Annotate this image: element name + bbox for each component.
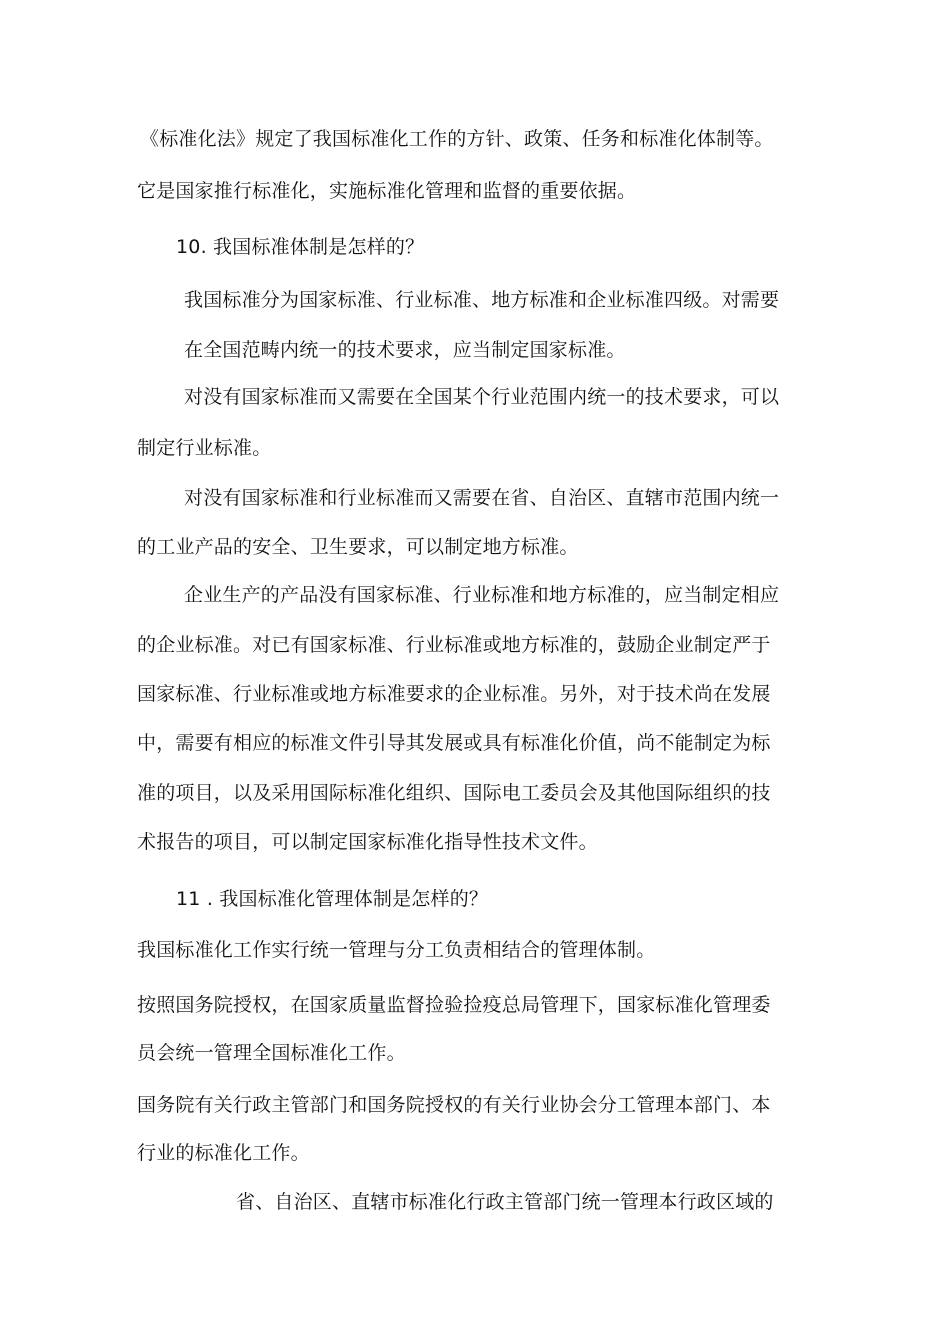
body-line: 员会统一管理全国标准化工作。 — [137, 1042, 406, 1064]
body-line: 《标准化法》规定了我国标准化工作的方针、政策、任务和标准化体制等。 — [140, 128, 774, 150]
body-line: 按照国务院授权，在国家质量监督捡验捡疫总局管理下，国家标准化管理委 — [137, 994, 771, 1016]
body-line: 的企业标准。对已有国家标准、行业标准或地方标准的，鼓励企业制定严于 — [137, 634, 771, 656]
body-line: 术报告的项目，可以制定国家标准化指导性技术文件。 — [137, 831, 598, 853]
question-heading: 11 . 我国标准化管理体制是怎样的？ — [176, 888, 489, 910]
body-line: 中，需要有相应的标准文件引导其发展或具有标准化价值，尚不能制定为标 — [137, 732, 771, 754]
body-line: 制定行业标准。 — [137, 437, 272, 459]
body-line: 对没有国家标准而又需要在全国某个行业范围内统一的技术要求，可以 — [184, 386, 780, 408]
body-line: 的工业产品的安全、卫生要求，可以制定地方标准。 — [137, 536, 579, 558]
body-line: 准的项目，以及采用国际标准化组织、国际电工委员会及其他国际组织的技 — [137, 782, 771, 804]
body-line: 企业生产的产品没有国家标准、行业标准和地方标准的，应当制定相应 — [184, 584, 780, 606]
body-line: 我国标准化工作实行统一管理与分工负责相结合的管理体制。 — [137, 939, 656, 961]
question-heading: 10. 我国标准体制是怎样的？ — [176, 236, 425, 258]
body-line: 我国标准分为国家标准、行业标准、地方标准和企业标准四级。对需要 — [184, 289, 780, 311]
body-line: 它是国家推行标准化，实施标准化管理和监督的重要依据。 — [137, 180, 637, 202]
body-line: 国务院有关行政主管部门和国务院授权的有关行业协会分工管理本部门、本 — [137, 1094, 771, 1116]
body-line: 行业的标准化工作。 — [137, 1142, 310, 1164]
body-line: 在全国范畴内统一的技术要求，应当制定国家标准。 — [184, 339, 626, 361]
body-line: 省、自治区、直辖市标准化行政主管部门统一管理本行政区域的 — [236, 1191, 774, 1213]
body-line: 国家标准、行业标准或地方标准要求的企业标准。另外，对于技术尚在发展 — [137, 683, 771, 705]
body-line: 对没有国家标准和行业标准而又需要在省、自治区、直辖市范围内统一 — [184, 487, 780, 509]
